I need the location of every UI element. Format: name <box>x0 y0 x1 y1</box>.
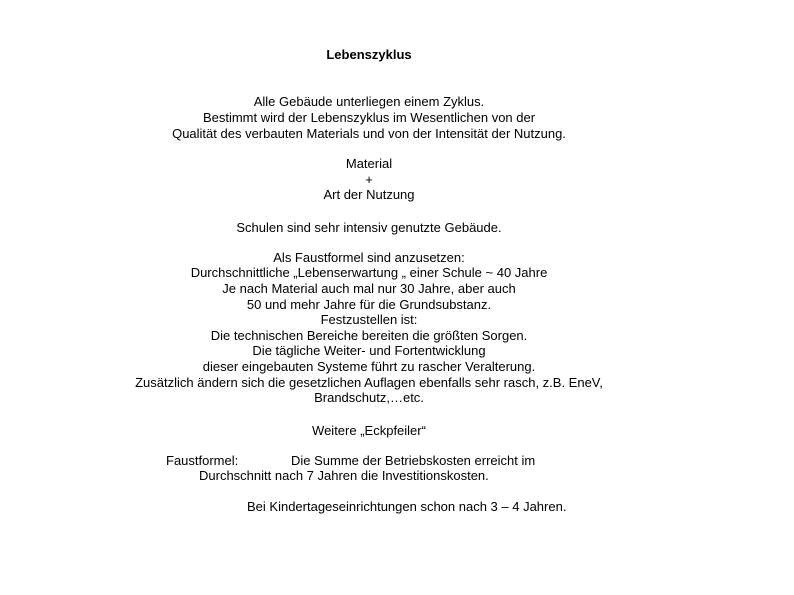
faustformel-line-2: Durchschnitt nach 7 Jahren die Investitionskosten. <box>199 468 489 483</box>
rules-line-10: Brandschutz,…etc. <box>314 390 424 405</box>
schools-note: Schulen sind sehr intensiv genutzte Gebäude. <box>236 220 502 235</box>
rules-line-6: Die technischen Bereiche bereiten die größten Sorgen. <box>210 328 528 343</box>
rules-line-5: Festzustellen ist: <box>320 312 418 327</box>
rules-line-2: Durchschnittliche „Lebenserwartung „ einer Schule ~ 40 Jahre <box>190 265 548 280</box>
rules-line-1: Als Faustformel sind anzusetzen: <box>273 250 465 265</box>
page-title: Lebenszyklus <box>326 47 412 62</box>
formula-plus: + <box>365 172 373 187</box>
rules-line-9: Zusätzlich ändern sich die gesetzlichen Auflagen ebenfalls sehr rasch, z.B. EneV, <box>135 375 603 390</box>
faustformel-label: Faustformel: <box>166 453 239 468</box>
formula-usage: Art der Nutzung <box>323 187 415 202</box>
rules-line-4: 50 und mehr Jahre für die Grundsubstanz. <box>246 297 492 312</box>
intro-line-2: Bestimmt wird der Lebenszyklus im Wesentlichen von der <box>202 110 536 125</box>
faustformel-line-1: Die Summe der Betriebskosten erreicht im <box>291 453 536 468</box>
formula-material: Material <box>345 156 393 171</box>
pillars-heading: Weitere „Eckpfeiler“ <box>312 423 426 438</box>
kita-note: Bei Kindertageseinrichtungen schon nach 3 – 4 Jahren. <box>247 499 567 514</box>
rules-line-7: Die tägliche Weiter- und Fortentwicklung <box>252 343 486 358</box>
rules-line-3: Je nach Material auch mal nur 30 Jahre, aber auch <box>222 281 516 296</box>
rules-line-8: dieser eingebauten Systeme führt zu rascher Veralterung. <box>202 359 536 374</box>
intro-line-1: Alle Gebäude unterliegen einem Zyklus. <box>253 94 485 109</box>
intro-line-3: Qualität des verbauten Materials und von der Intensität der Nutzung. <box>172 126 566 141</box>
